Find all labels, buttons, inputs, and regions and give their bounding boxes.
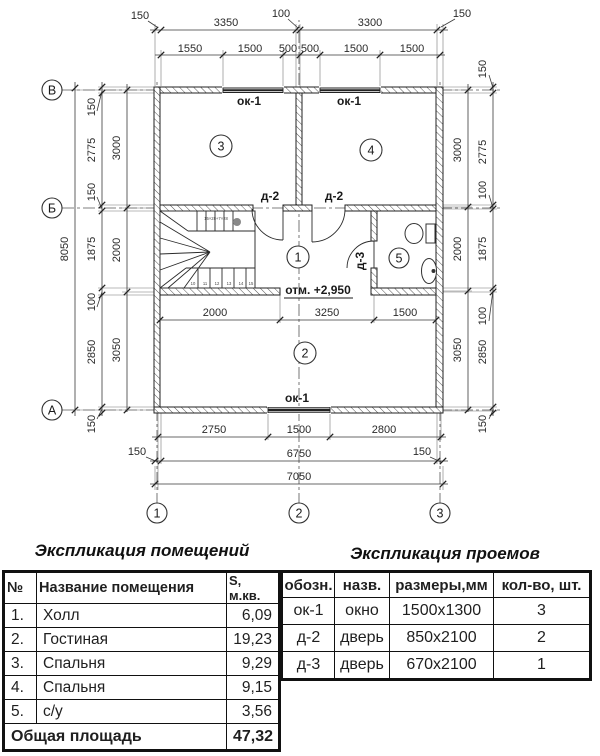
dim-text: 500 — [278, 43, 298, 55]
dim-text: 150 — [86, 414, 98, 434]
dim-text: 2850 — [477, 339, 489, 365]
table-row — [4, 700, 280, 724]
opening-count: 2 — [494, 625, 591, 652]
dim-text: 6750 — [286, 448, 312, 460]
dim-text: 1550 — [177, 43, 203, 55]
rooms-table-footer-row — [4, 724, 280, 751]
room-num: 1. — [4, 604, 37, 628]
openings-header-code: обозн. — [282, 572, 335, 598]
dim-text: 7050 — [286, 471, 312, 483]
dim-text: 2750 — [201, 424, 227, 436]
dim-text: 2000 — [202, 307, 228, 319]
window-ok1-top-left — [222, 86, 284, 94]
dim-text: 150 — [86, 97, 98, 117]
dim-text: 3050 — [452, 337, 464, 363]
opening-count: 3 — [494, 598, 591, 625]
dim-text: 3300 — [357, 17, 383, 29]
window-label: ок-1 — [336, 94, 362, 108]
opening-code: ок-1 — [282, 598, 335, 625]
rooms-table — [2, 570, 281, 752]
room-name: Гостиная — [37, 628, 227, 652]
openings-header-size: размеры,мм — [390, 572, 494, 598]
opening-size: 670х2100 — [390, 652, 494, 680]
stair-step-number: 15 — [248, 281, 254, 286]
dim-text: 500 — [300, 43, 320, 55]
window-label: ок-1 — [236, 94, 262, 108]
dim-text: 100 — [86, 292, 98, 312]
door-label-d2: д-2 — [260, 189, 280, 203]
door-label-d2: д-2 — [324, 189, 344, 203]
dim-text: 150 — [412, 446, 432, 458]
openings-table-header-row — [282, 572, 591, 598]
room-number: 1 — [294, 250, 302, 265]
rooms-header-name: Название помещения — [37, 572, 227, 604]
dim-text: 1500 — [392, 307, 418, 319]
sink-tap — [432, 269, 436, 273]
dim-text: 150 — [477, 414, 489, 434]
openings-table-title: Экспликация проемов — [350, 544, 540, 563]
axis-markers — [42, 80, 450, 523]
opening-name: дверь — [335, 652, 390, 680]
dim-text: 150 — [86, 182, 98, 202]
door-d2-left-arc — [252, 209, 283, 240]
dim-text: 2000 — [111, 237, 123, 263]
table-row — [4, 628, 280, 652]
axis-label: В — [47, 83, 57, 98]
room-num: 2. — [4, 628, 37, 652]
rooms-table-header-row — [4, 572, 280, 604]
dim-text: 1500 — [343, 43, 369, 55]
dim-text: 2775 — [477, 139, 489, 165]
stair-step-number: 11 — [202, 281, 208, 286]
room-area: 19,23 — [227, 628, 280, 652]
opening-code: д-2 — [282, 625, 335, 652]
rooms-header-area: S, м.кв. — [227, 572, 280, 604]
bathroom-fixtures — [405, 224, 437, 284]
room-number: 3 — [217, 139, 225, 154]
opening-size: 850х2100 — [390, 625, 494, 652]
dim-text: 2800 — [371, 424, 397, 436]
dim-text: 2850 — [86, 339, 98, 365]
opening-count: 1 — [494, 652, 591, 680]
stair-step-number: 12 — [214, 281, 220, 286]
stair-note: 15×28+7×28 — [204, 216, 228, 221]
dim-text: 100 — [271, 8, 291, 20]
dim-text: 1875 — [477, 236, 489, 262]
room-number: 4 — [367, 143, 375, 158]
table-row — [4, 604, 280, 628]
room-number: 5 — [395, 251, 403, 266]
stair-step-number: 10 — [190, 281, 196, 286]
room-area: 6,09 — [227, 604, 280, 628]
openings-table — [280, 570, 592, 681]
table-row — [282, 598, 591, 625]
stair-newel-post — [233, 218, 241, 226]
window-ok1-top-right — [319, 86, 381, 94]
room-name: Холл — [37, 604, 227, 628]
opening-name: окно — [335, 598, 390, 625]
axis-label: 1 — [153, 506, 161, 521]
dim-text: 3250 — [314, 307, 340, 319]
dim-text: 1500 — [237, 43, 263, 55]
opening-size: 1500х1300 — [390, 598, 494, 625]
dim-text: 2775 — [86, 137, 98, 163]
toilet-bowl — [405, 224, 423, 244]
total-area-value: 47,32 — [227, 724, 280, 751]
opening-name: дверь — [335, 625, 390, 652]
axis-label: 3 — [436, 506, 444, 521]
table-row — [4, 652, 280, 676]
dim-text: 8050 — [59, 236, 71, 262]
window-ok1-bottom — [267, 406, 331, 414]
opening-code: д-3 — [282, 652, 335, 680]
table-row — [282, 625, 591, 652]
total-area-label: Общая площадь — [4, 724, 227, 751]
dim-text: 150 — [477, 59, 489, 79]
room-area: 9,29 — [227, 652, 280, 676]
dim-text: 3350 — [213, 17, 239, 29]
stair-step-number: 14 — [238, 281, 244, 286]
dim-text: 1500 — [399, 43, 425, 55]
staircase — [160, 211, 255, 288]
dim-text: 1875 — [86, 236, 98, 262]
rooms-table-title: Экспликация помещений — [34, 541, 250, 560]
axis-label: Б — [47, 201, 57, 216]
dimension-lines — [75, 30, 493, 484]
room-num: 5. — [4, 700, 37, 724]
dim-text: 100 — [477, 180, 489, 200]
room-name: Спальня — [37, 652, 227, 676]
dim-text: 2000 — [452, 236, 464, 262]
table-row — [282, 652, 591, 680]
door-label-d3: д-3 — [353, 251, 367, 271]
room-area: 3,56 — [227, 700, 280, 724]
dim-text: 3000 — [111, 135, 123, 161]
axis-label: А — [47, 403, 57, 418]
level-mark: отм. +2,950 — [285, 283, 351, 297]
dimension-ticks — [72, 27, 496, 487]
window-label: ок-1 — [284, 391, 310, 405]
room-num: 3. — [4, 652, 37, 676]
room-name: с/у — [37, 700, 227, 724]
room-number: 2 — [301, 346, 309, 361]
stair-step-number: 13 — [226, 281, 232, 286]
door-d2-right-arc — [312, 209, 345, 242]
toilet-tank — [426, 224, 435, 243]
dim-text: 3000 — [452, 137, 464, 163]
openings-header-name: назв. — [335, 572, 390, 598]
dim-text: 150 — [127, 446, 147, 458]
table-row — [4, 676, 280, 700]
openings-header-count: кол-во, шт. — [494, 572, 591, 598]
dim-text: 1500 — [286, 424, 312, 436]
room-num: 4. — [4, 676, 37, 700]
dim-text: 150 — [452, 8, 472, 20]
room-area: 9,15 — [227, 676, 280, 700]
dim-text: 150 — [130, 10, 150, 22]
axis-label: 2 — [295, 506, 303, 521]
dim-text: 3050 — [111, 337, 123, 363]
dim-text: 100 — [477, 306, 489, 326]
room-name: Спальня — [37, 676, 227, 700]
rooms-header-num: № — [4, 572, 37, 604]
